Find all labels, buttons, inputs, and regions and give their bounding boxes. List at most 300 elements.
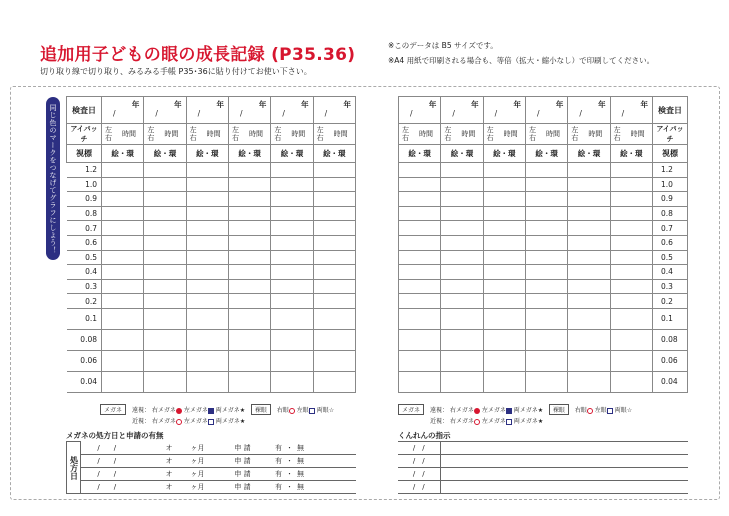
- acuity-row: [399, 329, 688, 350]
- eye-patch-cell[interactable]: [313, 124, 355, 145]
- acuity-cell[interactable]: [228, 206, 270, 221]
- acuity-cell[interactable]: [271, 206, 313, 221]
- acuity-cell[interactable]: [228, 177, 270, 192]
- time-label: 時間: [630, 130, 645, 138]
- acuity-cell[interactable]: [441, 265, 483, 280]
- eye-patch-label: アイパッチ: [653, 124, 688, 145]
- acuity-row: [67, 250, 356, 265]
- eye-patch-cell[interactable]: [610, 124, 652, 145]
- acuity-cell[interactable]: [441, 294, 483, 309]
- eye-patch-cell[interactable]: [228, 124, 270, 145]
- acuity-cell[interactable]: [186, 221, 228, 236]
- acuity-cell[interactable]: [271, 308, 313, 329]
- left-label: 左: [402, 126, 409, 134]
- vision-target-cell[interactable]: 絵・環: [313, 145, 355, 163]
- vision-target-cell[interactable]: 絵・環: [610, 145, 652, 163]
- acuity-cell[interactable]: [399, 177, 441, 192]
- acuity-cell[interactable]: [313, 250, 355, 265]
- left-right-label: [274, 126, 288, 142]
- acuity-cell[interactable]: [483, 329, 525, 350]
- acuity-cell[interactable]: [441, 163, 483, 178]
- acuity-cell[interactable]: [610, 265, 652, 280]
- exam-date-cell[interactable]: [271, 97, 313, 124]
- eye-patch-cell[interactable]: [568, 124, 610, 145]
- acuity-cell[interactable]: [102, 294, 144, 309]
- rx-blank: [317, 468, 357, 481]
- acuity-cell[interactable]: [186, 350, 228, 371]
- acuity-cell[interactable]: [568, 350, 610, 371]
- acuity-cell[interactable]: [228, 265, 270, 280]
- acuity-cell[interactable]: [186, 206, 228, 221]
- acuity-cell[interactable]: [271, 163, 313, 178]
- exam-date-cell[interactable]: [525, 97, 567, 124]
- acuity-cell[interactable]: [102, 206, 144, 221]
- left-right-label: [105, 126, 119, 142]
- acuity-cell[interactable]: [102, 279, 144, 294]
- acuity-cell[interactable]: [525, 294, 567, 309]
- acuity-row: [399, 163, 688, 178]
- acuity-cell[interactable]: [399, 371, 441, 392]
- acuity-cell[interactable]: [525, 329, 567, 350]
- rx-yes-no[interactable]: [263, 481, 317, 494]
- legend-left: [100, 404, 334, 415]
- kunren-date-field[interactable]: / /: [398, 468, 440, 481]
- vision-target-cell[interactable]: 絵・環: [186, 145, 228, 163]
- left-right-label: [487, 126, 501, 142]
- vision-target-cell[interactable]: 絵・環: [102, 145, 144, 163]
- acuity-cell[interactable]: [441, 250, 483, 265]
- left-right-label: [402, 126, 416, 142]
- acuity-row: [399, 371, 688, 392]
- acuity-cell[interactable]: [525, 177, 567, 192]
- year-label: 年: [555, 100, 564, 109]
- acuity-cell[interactable]: [525, 371, 567, 392]
- rx-yes-no[interactable]: [263, 442, 317, 455]
- acuity-cell[interactable]: [399, 265, 441, 280]
- acuity-cell[interactable]: [313, 329, 355, 350]
- acuity-cell[interactable]: [399, 329, 441, 350]
- acuity-cell[interactable]: [610, 329, 652, 350]
- acuity-cell[interactable]: [271, 279, 313, 294]
- acuity-cell[interactable]: [228, 192, 270, 207]
- acuity-cell[interactable]: [102, 350, 144, 371]
- acuity-cell[interactable]: [568, 329, 610, 350]
- acuity-cell[interactable]: [228, 371, 270, 392]
- acuity-cell[interactable]: [568, 221, 610, 236]
- acuity-cell[interactable]: [144, 350, 186, 371]
- acuity-cell[interactable]: [271, 265, 313, 280]
- eye-patch-cell[interactable]: [271, 124, 313, 145]
- acuity-cell[interactable]: [399, 279, 441, 294]
- acuity-row: [67, 265, 356, 280]
- acuity-cell[interactable]: [313, 308, 355, 329]
- right-label: 右: [316, 134, 324, 142]
- acuity-cell[interactable]: [568, 265, 610, 280]
- acuity-cell[interactable]: [441, 371, 483, 392]
- acuity-cell[interactable]: [271, 294, 313, 309]
- acuity-cell[interactable]: [271, 329, 313, 350]
- acuity-cell[interactable]: [186, 177, 228, 192]
- acuity-cell[interactable]: [399, 206, 441, 221]
- acuity-cell[interactable]: [144, 221, 186, 236]
- acuity-cell[interactable]: [483, 294, 525, 309]
- acuity-cell[interactable]: [102, 221, 144, 236]
- acuity-cell[interactable]: [483, 192, 525, 207]
- acuity-cell[interactable]: [441, 235, 483, 250]
- rx-yes: 有: [275, 457, 282, 465]
- right-glasses-label: 右メガネ: [151, 418, 176, 425]
- acuity-cell[interactable]: [186, 235, 228, 250]
- open-star-icon: ☆: [626, 407, 633, 414]
- acuity-cell[interactable]: [186, 265, 228, 280]
- acuity-cell[interactable]: [186, 192, 228, 207]
- acuity-cell[interactable]: [228, 350, 270, 371]
- acuity-cell[interactable]: [271, 221, 313, 236]
- acuity-cell[interactable]: [102, 192, 144, 207]
- acuity-cell[interactable]: [313, 265, 355, 280]
- rx-o-label: オ: [133, 442, 173, 455]
- acuity-cell[interactable]: [186, 329, 228, 350]
- kunren-instruction-field[interactable]: [440, 468, 688, 481]
- left-right-label: [317, 126, 331, 142]
- acuity-cell[interactable]: [186, 250, 228, 265]
- acuity-cell[interactable]: [399, 235, 441, 250]
- acuity-cell[interactable]: [228, 308, 270, 329]
- open-circle-icon: [474, 419, 480, 425]
- acuity-cell[interactable]: [441, 221, 483, 236]
- right-label: 右: [105, 134, 112, 142]
- acuity-value: 0.4: [67, 265, 102, 280]
- acuity-cell[interactable]: [313, 206, 355, 221]
- acuity-value: 1.2: [67, 163, 102, 178]
- kunren-row: [398, 481, 688, 494]
- vision-target-cell[interactable]: 絵・環: [399, 145, 441, 163]
- exam-date-cell[interactable]: [441, 97, 483, 124]
- acuity-cell[interactable]: [228, 250, 270, 265]
- acuity-cell[interactable]: [144, 294, 186, 309]
- acuity-cell[interactable]: [441, 192, 483, 207]
- acuity-cell[interactable]: [186, 308, 228, 329]
- exam-date-cell[interactable]: [313, 97, 355, 124]
- acuity-cell[interactable]: [525, 308, 567, 329]
- kunren-row: [398, 468, 688, 481]
- exam-date-cell[interactable]: [144, 97, 186, 124]
- time-label: 時間: [545, 130, 560, 138]
- acuity-cell[interactable]: [399, 250, 441, 265]
- kunren-date-field[interactable]: / /: [398, 481, 440, 494]
- vision-target-cell[interactable]: 絵・環: [144, 145, 186, 163]
- date-slash: /: [536, 109, 540, 118]
- open-square-icon: [506, 419, 512, 425]
- acuity-cell[interactable]: [399, 308, 441, 329]
- open-square-icon: [607, 408, 613, 414]
- rx-yes: 有: [275, 470, 282, 478]
- left-right-label: [190, 126, 204, 142]
- eye-patch-cell[interactable]: [186, 124, 228, 145]
- acuity-cell[interactable]: [525, 235, 567, 250]
- acuity-value: 0.08: [653, 329, 688, 350]
- time-label: 時間: [588, 130, 603, 138]
- acuity-cell[interactable]: [483, 163, 525, 178]
- exam-date-cell[interactable]: [102, 97, 144, 124]
- acuity-cell[interactable]: [568, 192, 610, 207]
- acuity-cell[interactable]: [525, 350, 567, 371]
- acuity-cell[interactable]: [228, 235, 270, 250]
- acuity-value: 0.06: [653, 350, 688, 371]
- eye-patch-cell[interactable]: [399, 124, 441, 145]
- right-label: 右: [613, 134, 621, 142]
- acuity-cell[interactable]: [144, 265, 186, 280]
- acuity-row: [67, 235, 356, 250]
- exam-date-label: 検査日: [653, 97, 688, 124]
- acuity-cell[interactable]: [525, 265, 567, 280]
- rx-date-field[interactable]: / /: [81, 455, 133, 468]
- acuity-cell[interactable]: [399, 294, 441, 309]
- star-icon: ★: [537, 418, 544, 425]
- rx-months-label: ヶ月: [173, 455, 223, 468]
- acuity-row: [67, 192, 356, 207]
- acuity-cell[interactable]: [144, 279, 186, 294]
- acuity-cell[interactable]: [483, 221, 525, 236]
- acuity-cell[interactable]: [313, 221, 355, 236]
- acuity-cell[interactable]: [525, 221, 567, 236]
- eye-patch-cell[interactable]: [102, 124, 144, 145]
- eye-patch-label: アイパッチ: [67, 124, 102, 145]
- kunren-table: [398, 441, 688, 494]
- acuity-cell[interactable]: [568, 250, 610, 265]
- rx-yes-no[interactable]: [263, 468, 317, 481]
- open-circle-icon: [176, 419, 182, 425]
- eye-patch-row: [399, 124, 688, 145]
- left-glasses-label: 左メガネ: [481, 407, 506, 414]
- eye-patch-cell[interactable]: [144, 124, 186, 145]
- vision-target-cell[interactable]: 絵・環: [483, 145, 525, 163]
- acuity-cell[interactable]: [525, 250, 567, 265]
- vision-target-cell[interactable]: 絵・環: [568, 145, 610, 163]
- acuity-cell[interactable]: [102, 235, 144, 250]
- kunren-instruction-field[interactable]: [440, 481, 688, 494]
- acuity-cell[interactable]: [271, 350, 313, 371]
- exam-date-cell[interactable]: [228, 97, 270, 124]
- acuity-cell[interactable]: [228, 163, 270, 178]
- acuity-cell[interactable]: [441, 329, 483, 350]
- year-label: 年: [598, 100, 606, 109]
- acuity-cell[interactable]: [441, 308, 483, 329]
- acuity-cell[interactable]: [441, 206, 483, 221]
- acuity-cell[interactable]: [313, 371, 355, 392]
- acuity-cell[interactable]: [228, 329, 270, 350]
- acuity-value: 0.5: [653, 250, 688, 265]
- acuity-cell[interactable]: [525, 163, 567, 178]
- vision-target-cell[interactable]: 絵・環: [525, 145, 567, 163]
- time-label: 時間: [164, 130, 179, 138]
- acuity-cell[interactable]: [313, 235, 355, 250]
- kunren-date-field[interactable]: / /: [398, 455, 440, 468]
- left-right-label: [147, 126, 161, 142]
- vision-target-cell[interactable]: 絵・環: [228, 145, 270, 163]
- acuity-cell[interactable]: [144, 329, 186, 350]
- acuity-row: [399, 192, 688, 207]
- acuity-cell[interactable]: [483, 235, 525, 250]
- acuity-cell[interactable]: [568, 294, 610, 309]
- acuity-row: [399, 265, 688, 280]
- exam-date-cell[interactable]: [399, 97, 441, 124]
- acuity-cell[interactable]: [102, 250, 144, 265]
- acuity-cell[interactable]: [399, 192, 441, 207]
- size-note: ※このデータは B5 サイズです。: [388, 41, 498, 50]
- acuity-cell[interactable]: [568, 235, 610, 250]
- acuity-cell[interactable]: [144, 308, 186, 329]
- acuity-cell[interactable]: [144, 206, 186, 221]
- kunren-row: [398, 455, 688, 468]
- acuity-cell[interactable]: [610, 192, 652, 207]
- print-note: ※A4 用紙で印刷される場合も、等倍（拡大・縮小なし）で印刷してください。: [388, 56, 655, 65]
- legend-left-near: [132, 416, 245, 425]
- acuity-cell[interactable]: [144, 235, 186, 250]
- acuity-cell[interactable]: [610, 350, 652, 371]
- acuity-cell[interactable]: [144, 371, 186, 392]
- acuity-cell[interactable]: [186, 163, 228, 178]
- acuity-cell[interactable]: [102, 177, 144, 192]
- acuity-cell[interactable]: [271, 192, 313, 207]
- date-slash: /: [324, 109, 328, 118]
- acuity-cell[interactable]: [228, 294, 270, 309]
- acuity-cell[interactable]: [399, 221, 441, 236]
- year-label: 年: [343, 100, 351, 109]
- acuity-cell[interactable]: [144, 192, 186, 207]
- acuity-cell[interactable]: [610, 371, 652, 392]
- acuity-cell[interactable]: [313, 177, 355, 192]
- vision-target-cell[interactable]: 絵・環: [271, 145, 313, 163]
- acuity-cell[interactable]: [399, 350, 441, 371]
- acuity-cell[interactable]: [102, 163, 144, 178]
- acuity-cell[interactable]: [271, 177, 313, 192]
- acuity-cell[interactable]: [610, 308, 652, 329]
- right-label: 右: [486, 134, 494, 142]
- far-label: 遠視：: [429, 407, 448, 414]
- acuity-cell[interactable]: [610, 294, 652, 309]
- acuity-cell[interactable]: [102, 308, 144, 329]
- kunren-date-field[interactable]: / /: [398, 442, 440, 455]
- acuity-cell[interactable]: [568, 279, 610, 294]
- acuity-cell[interactable]: [144, 250, 186, 265]
- acuity-row: [399, 308, 688, 329]
- star-icon: ★: [239, 418, 246, 425]
- acuity-cell[interactable]: [441, 279, 483, 294]
- acuity-cell[interactable]: [610, 279, 652, 294]
- acuity-cell[interactable]: [313, 350, 355, 371]
- acuity-cell[interactable]: [525, 192, 567, 207]
- date-slash: /: [452, 109, 455, 118]
- acuity-cell[interactable]: [568, 163, 610, 178]
- acuity-cell[interactable]: [483, 350, 525, 371]
- acuity-cell[interactable]: [102, 371, 144, 392]
- acuity-cell[interactable]: [483, 177, 525, 192]
- acuity-cell[interactable]: [313, 294, 355, 309]
- acuity-cell[interactable]: [271, 250, 313, 265]
- acuity-cell[interactable]: [228, 279, 270, 294]
- near-label: 近視：: [430, 418, 449, 425]
- rx-date-field[interactable]: / /: [81, 442, 133, 455]
- side-instruction-label: 同じ色のマークをつなげてグラフにしよう！: [46, 97, 60, 260]
- acuity-cell[interactable]: [568, 308, 610, 329]
- acuity-cell[interactable]: [483, 371, 525, 392]
- acuity-cell[interactable]: [525, 206, 567, 221]
- acuity-cell[interactable]: [102, 265, 144, 280]
- rx-date-field[interactable]: / /: [81, 481, 133, 494]
- acuity-cell[interactable]: [610, 250, 652, 265]
- acuity-cell[interactable]: [610, 221, 652, 236]
- acuity-cell[interactable]: [313, 163, 355, 178]
- blue-square-icon: [506, 408, 512, 414]
- acuity-cell[interactable]: [568, 177, 610, 192]
- acuity-cell[interactable]: [144, 177, 186, 192]
- naked-box: 裸眼: [549, 404, 569, 415]
- rx-dot: ・: [286, 483, 293, 491]
- acuity-cell[interactable]: [483, 265, 525, 280]
- acuity-cell[interactable]: [271, 235, 313, 250]
- acuity-cell[interactable]: [186, 294, 228, 309]
- acuity-cell[interactable]: [399, 163, 441, 178]
- acuity-value: 0.1: [67, 308, 102, 329]
- acuity-cell[interactable]: [568, 371, 610, 392]
- acuity-cell[interactable]: [610, 235, 652, 250]
- acuity-value: 0.4: [653, 265, 688, 280]
- acuity-value: 0.2: [653, 294, 688, 309]
- acuity-row: [399, 221, 688, 236]
- acuity-cell[interactable]: [441, 177, 483, 192]
- rx-apply-label: 申 請: [223, 468, 263, 481]
- acuity-cell[interactable]: [271, 371, 313, 392]
- exam-date-cell[interactable]: [610, 97, 652, 124]
- acuity-cell[interactable]: [313, 192, 355, 207]
- kunren-instruction-field[interactable]: [440, 442, 688, 455]
- kunren-instruction-field[interactable]: [440, 455, 688, 468]
- rx-apply-label: 申 請: [223, 481, 263, 494]
- exam-date-label: 検査日: [67, 97, 102, 124]
- acuity-cell[interactable]: [144, 163, 186, 178]
- vision-target-cell[interactable]: 絵・環: [441, 145, 483, 163]
- acuity-cell[interactable]: [313, 279, 355, 294]
- acuity-cell[interactable]: [483, 279, 525, 294]
- acuity-cell[interactable]: [568, 206, 610, 221]
- acuity-value: 0.6: [67, 235, 102, 250]
- rx-date-field[interactable]: / /: [81, 468, 133, 481]
- acuity-cell[interactable]: [483, 308, 525, 329]
- acuity-cell[interactable]: [186, 279, 228, 294]
- acuity-cell[interactable]: [610, 177, 652, 192]
- acuity-cell[interactable]: [525, 279, 567, 294]
- exam-date-row: [67, 97, 356, 124]
- acuity-cell[interactable]: [228, 221, 270, 236]
- acuity-cell[interactable]: [610, 163, 652, 178]
- acuity-cell[interactable]: [186, 371, 228, 392]
- acuity-cell[interactable]: [483, 206, 525, 221]
- acuity-cell[interactable]: [441, 350, 483, 371]
- eye-patch-cell[interactable]: [441, 124, 483, 145]
- rx-yes-no[interactable]: [263, 455, 317, 468]
- time-label: 時間: [503, 130, 518, 138]
- exam-date-cell[interactable]: [186, 97, 228, 124]
- acuity-cell[interactable]: [610, 206, 652, 221]
- exam-date-cell[interactable]: [568, 97, 610, 124]
- eye-patch-cell[interactable]: [525, 124, 567, 145]
- acuity-cell[interactable]: [483, 250, 525, 265]
- exam-date-cell[interactable]: [483, 97, 525, 124]
- acuity-cell[interactable]: [102, 329, 144, 350]
- eye-patch-cell[interactable]: [483, 124, 525, 145]
- acuity-row: [67, 294, 356, 309]
